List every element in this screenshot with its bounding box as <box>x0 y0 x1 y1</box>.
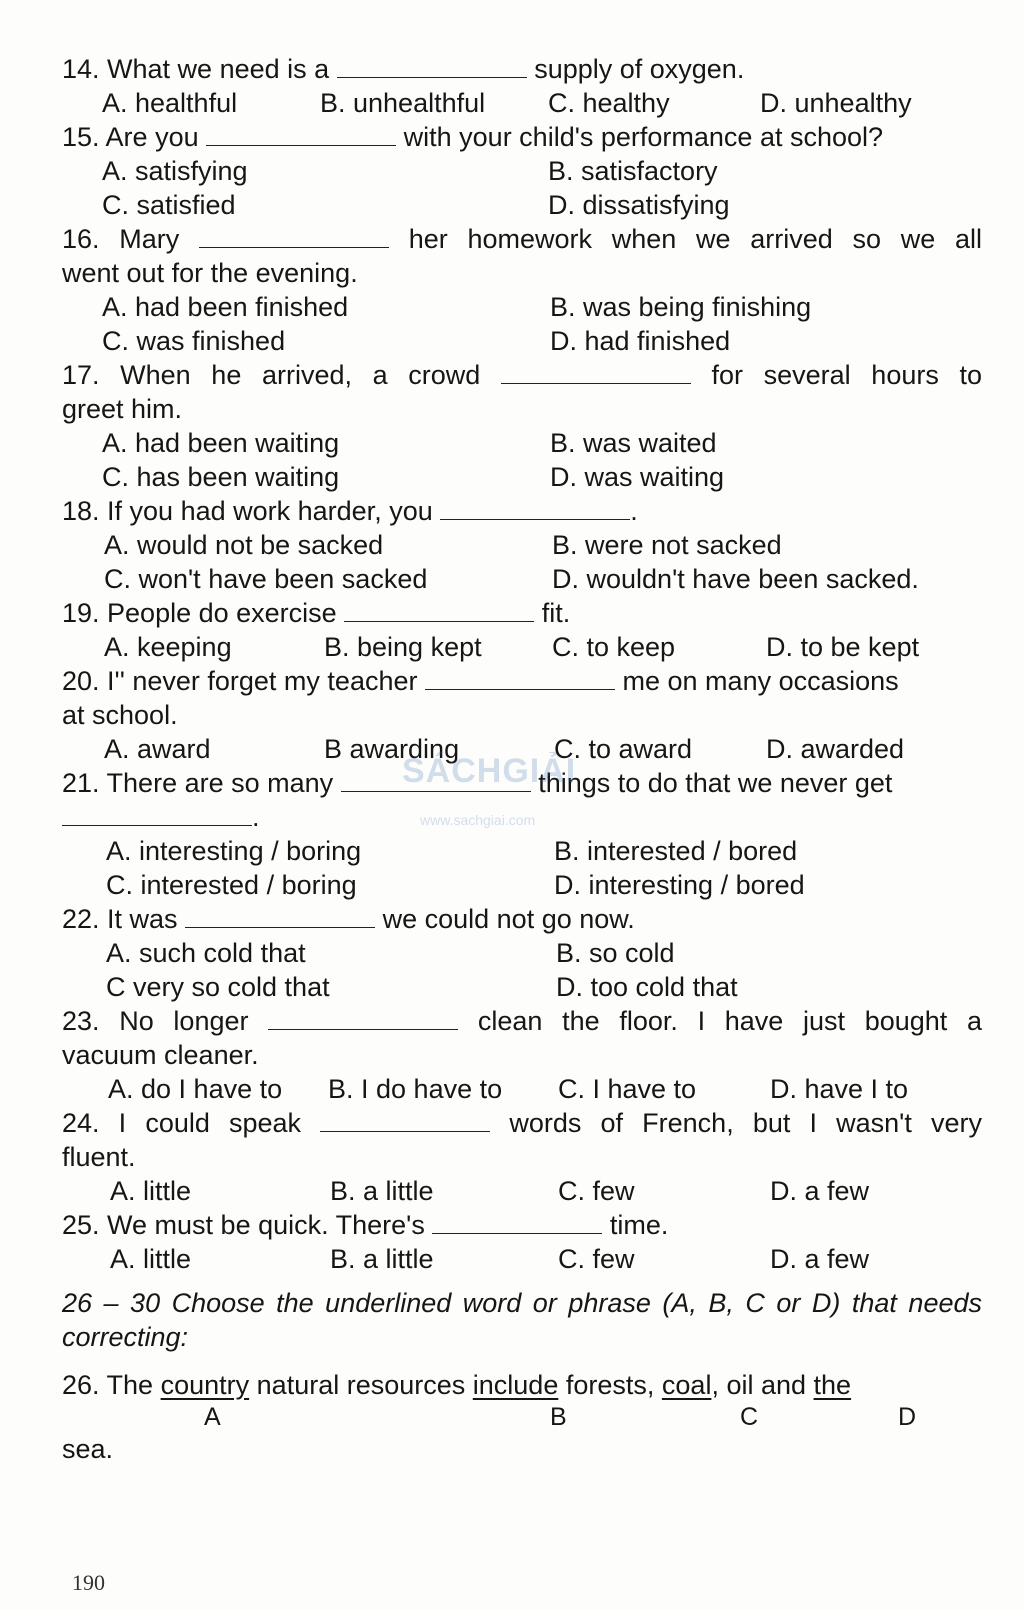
option-b[interactable]: B. interested / bored <box>554 836 798 866</box>
question-25: 25. We must be quick. There's time. <box>62 1210 669 1240</box>
option-c[interactable]: C. I have to <box>558 1074 697 1104</box>
option-a[interactable]: A. had been waiting <box>102 428 340 458</box>
options-22-row1 <box>62 936 982 970</box>
question-21: 21. There are so many things to do that we never get <box>62 768 893 798</box>
options-16-row2 <box>62 324 982 358</box>
watermark-url: www.sachgiai.com <box>420 812 536 828</box>
question-15: 15. Are you with your child's performance at school? <box>62 122 884 152</box>
option-c[interactable]: C very so cold that <box>106 972 330 1002</box>
question-24-continued: fluent. <box>62 1142 136 1172</box>
answer-blank[interactable] <box>432 1211 602 1234</box>
options-16-row1 <box>62 290 982 324</box>
question-20-continued: at school. <box>62 700 178 730</box>
options-21-row2 <box>62 868 982 902</box>
options-23 <box>62 1072 982 1106</box>
option-b[interactable]: B. unhealthful <box>320 88 486 118</box>
question-22: 22. It was we could not go now. <box>62 904 635 934</box>
option-d[interactable]: D. to be kept <box>766 632 920 662</box>
letter-b: B <box>550 1403 567 1431</box>
answer-blank[interactable] <box>337 55 527 78</box>
underlined-c[interactable]: coal <box>661 1370 712 1400</box>
answer-blank[interactable] <box>344 599 534 622</box>
options-14 <box>62 86 982 120</box>
options-15-row2 <box>62 188 982 222</box>
question-18: 18. If you had work harder, you . <box>62 496 638 526</box>
question-19: 19. People do exercise fit. <box>62 598 571 628</box>
question-16: 16. Mary her homework when we arrived so we all <box>62 224 982 254</box>
options-19 <box>62 630 982 664</box>
option-a[interactable]: A. would not be sacked <box>104 530 384 560</box>
answer-blank[interactable] <box>440 497 630 520</box>
letter-c: C <box>740 1403 759 1431</box>
watermark-text: SÁCHGIẢI <box>402 752 577 790</box>
option-c[interactable]: C. was finished <box>102 326 286 356</box>
question-17: 17. When he arrived, a crowd for several hours to <box>62 360 982 390</box>
section-instruction: 26 – 30 Choose the underlined word or phrase (A, B, C or D) that needs correcting: <box>62 1288 982 1352</box>
options-18-row1 <box>62 528 982 562</box>
option-b[interactable]: B. I do have to <box>328 1074 503 1104</box>
option-d[interactable]: D. interesting / bored <box>554 870 805 900</box>
option-b[interactable]: B. were not sacked <box>552 530 782 560</box>
option-d[interactable]: D. have I to <box>770 1074 909 1104</box>
question-23: 23. No longer clean the floor. I have just bought a <box>62 1006 982 1036</box>
option-d[interactable]: D. wouldn't have been sacked. <box>552 564 919 594</box>
option-c[interactable]: C. won't have been sacked <box>104 564 428 594</box>
option-c[interactable]: C. has been waiting <box>102 462 340 492</box>
letter-a: A <box>204 1403 221 1431</box>
letter-d: D <box>898 1403 917 1431</box>
option-c[interactable]: C. satisfied <box>102 190 236 220</box>
option-b[interactable]: B. was waited <box>550 428 717 458</box>
option-a[interactable]: A. little <box>110 1244 192 1274</box>
option-a[interactable]: A. little <box>110 1176 192 1206</box>
answer-blank[interactable] <box>199 225 389 248</box>
option-a[interactable]: A. healthful <box>102 88 238 118</box>
option-c[interactable]: C. interested / boring <box>106 870 357 900</box>
option-b[interactable]: B. being kept <box>324 632 482 662</box>
watermark-logo <box>390 738 650 848</box>
option-d[interactable]: D. unhealthy <box>760 88 912 118</box>
options-17-row2 <box>62 460 982 494</box>
underlined-d[interactable]: the <box>813 1370 852 1400</box>
underline-letters <box>62 1402 982 1432</box>
options-25 <box>62 1242 982 1276</box>
option-a[interactable]: A. interesting / boring <box>106 836 362 866</box>
options-15-row1 <box>62 154 982 188</box>
option-a[interactable]: A. do I have to <box>108 1074 283 1104</box>
question-24: 24. I could speak words of French, but I wasn't very <box>62 1108 982 1138</box>
options-17-row1 <box>62 426 982 460</box>
page-number: 190 <box>72 1570 105 1595</box>
answer-blank[interactable] <box>425 667 615 690</box>
option-b[interactable]: B awarding <box>324 734 460 764</box>
question-20: 20. I'' never forget my teacher me on many occasions <box>62 666 899 696</box>
option-a[interactable]: A. had been finished <box>102 292 349 322</box>
answer-blank[interactable] <box>268 1007 458 1030</box>
option-d[interactable]: D. a few <box>770 1244 870 1274</box>
answer-blank[interactable] <box>320 1109 490 1132</box>
options-22-row2 <box>62 970 982 1004</box>
option-b[interactable]: B. satisfactory <box>548 156 718 186</box>
question-26-continued: sea. <box>62 1434 114 1464</box>
option-d[interactable]: D. a few <box>770 1176 870 1206</box>
option-d[interactable]: D. was waiting <box>550 462 725 492</box>
option-c[interactable]: C. healthy <box>548 88 670 118</box>
option-b[interactable]: B. was being finishing <box>550 292 812 322</box>
question-23-continued: vacuum cleaner. <box>62 1040 259 1070</box>
question-26: 26. The country natural resources include forests, coal, oil and the <box>62 1370 852 1400</box>
question-17-continued: greet him. <box>62 394 183 424</box>
question-16-continued: went out for the evening. <box>62 258 358 288</box>
answer-blank-2[interactable] <box>62 803 252 826</box>
option-a[interactable]: A. satisfying <box>102 156 248 186</box>
option-d[interactable]: D. awarded <box>766 734 905 764</box>
option-a[interactable]: A. award <box>104 734 211 764</box>
option-b[interactable]: B. a little <box>330 1176 434 1206</box>
option-c[interactable]: C. few <box>558 1176 635 1206</box>
underlined-a[interactable]: country <box>160 1370 250 1400</box>
option-c[interactable]: C. few <box>558 1244 635 1274</box>
option-c[interactable]: C. to keep <box>552 632 676 662</box>
answer-blank[interactable] <box>501 361 691 384</box>
option-d[interactable]: D. had finished <box>550 326 731 356</box>
options-24 <box>62 1174 982 1208</box>
options-18-row2 <box>62 562 982 596</box>
question-21-continued: . <box>62 800 982 834</box>
option-b[interactable]: B. so cold <box>556 938 675 968</box>
answer-blank[interactable] <box>185 905 375 928</box>
option-c[interactable]: C. to award <box>554 734 693 764</box>
option-a[interactable]: A. keeping <box>104 632 232 662</box>
answer-blank[interactable] <box>206 123 396 146</box>
question-14: 14. What we need is a supply of oxygen. <box>62 54 745 84</box>
underlined-b[interactable]: include <box>472 1370 559 1400</box>
option-d[interactable]: D. dissatisfying <box>548 190 730 220</box>
option-a[interactable]: A. such cold that <box>106 938 306 968</box>
option-b[interactable]: B. a little <box>330 1244 434 1274</box>
option-d[interactable]: D. too cold that <box>556 972 738 1002</box>
